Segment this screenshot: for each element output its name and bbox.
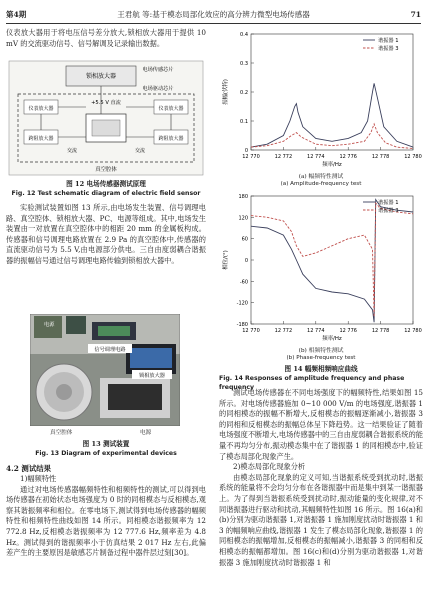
device-label: 电场传感芯片 xyxy=(142,67,174,73)
drive-label: 电场驱动芯片 xyxy=(142,86,174,92)
issue-number: 第4期 xyxy=(6,10,27,19)
legend-label-2: 谐振器 3 xyxy=(378,46,399,52)
ac-right-label: 交流 xyxy=(134,148,146,154)
fig13-chamber-label: 真空腔体 xyxy=(50,430,73,436)
fig14b-caption xyxy=(219,348,423,362)
fig14b-sub-en: (b) Phase-frequency test xyxy=(286,355,356,361)
legend-label-2: 谐振器 3 xyxy=(378,208,399,214)
fig14a-sub-en: (a) Amplitude-frequency test xyxy=(280,181,362,187)
fig12-caption-en: Fig. 12 Test schematic diagram of electric field sensor xyxy=(11,190,201,197)
subsection-heading-1: 1)幅频特性 xyxy=(20,474,57,483)
y-tick-label: -180 xyxy=(236,322,248,328)
fig13-caption-en: Fig. 13 Diagram of experimental devices xyxy=(35,450,177,457)
plot-frame xyxy=(251,196,413,324)
page-number: 71 xyxy=(410,10,421,19)
chart-phase xyxy=(219,190,423,350)
fig12-caption xyxy=(6,180,206,198)
fig13-pc-label: 电源 xyxy=(140,430,152,436)
fig12-caption-cn: 图 12 电场传感器测试原理 xyxy=(66,180,146,188)
tia-right-label: 跨阻放大器 xyxy=(158,136,184,142)
lockin-label: 锁相放大器 xyxy=(85,73,117,80)
x-tick-label: 12 774 xyxy=(307,154,325,160)
x-tick-label: 12 780 xyxy=(404,154,422,160)
y-tick-label: 180 xyxy=(238,194,248,200)
x-tick-label: 12 778 xyxy=(371,328,390,334)
setup-paragraph: 实验测试装置如图 13 所示,由电场发生装置、信号调理电路、真空腔体、锁相放大器、PC、电源等组成。其中,电场发生装置由一对放置在真空腔体中的相距 20 mm 的金属板构成。传感器和信号调理电路放置在 2.9 Pa 的真空腔体中,传感器的直流驱动信号为 5.5 V,由电源部分供电。三自由度弱耦合谐振器的振幅信号通过信号调理电路传输到锁相放大器中。 xyxy=(6,203,206,265)
chart-amplitude xyxy=(219,28,423,176)
x-tick-label: 12 778 xyxy=(371,154,390,160)
tia-left-label: 跨阻放大器 xyxy=(28,136,54,142)
fig14-caption-en: Fig. 14 Responses of amplitude frequency and phase frequency xyxy=(219,375,405,391)
y-tick-label: 120 xyxy=(238,215,248,222)
y-tick-label: 0.3 xyxy=(240,61,248,67)
y-tick-label: 60 xyxy=(241,236,248,243)
right-body xyxy=(219,388,423,568)
running-title: 王君航 等:基于模态局部化效应的高分辨力微型电场传感器 xyxy=(117,10,310,19)
left-column xyxy=(6,28,206,49)
left-body-3 xyxy=(6,463,206,559)
amplitude-paragraph: 通过对电场传感器幅频特性和相频特性的测试,可以得到电场传感器在初始状态电场强度为 0 时的同相模态与反相模态,观察其谐振频率和相位。在零电场下,测试得到电场传感器的幅频特性和相频特性曲线如图 14 所示。同相模态谐振频率为 12 772.8 Hz,反相模态谐振频率为 12 777.6 Hz,频率差为 4.8 Hz。测试得到的谐振频率小于仿真结果 2 017 Hz 左右,此偏差产生的主要原因是敏感芯片制备过程中器件层过刻[30]。 xyxy=(6,484,206,558)
x-tick-label: 12 780 xyxy=(404,328,422,334)
ia-right-label: 仪表放大器 xyxy=(158,106,184,112)
fig13-caption xyxy=(6,440,206,458)
x-tick-label: 12 772 xyxy=(274,154,293,160)
fig14-caption-cn: 图 14 幅频相频响应曲线 xyxy=(284,365,358,373)
figure-12-schematic xyxy=(8,60,204,176)
y-axis-label: 振幅(伏特) xyxy=(223,79,229,105)
ac-left-label: 交流 xyxy=(66,148,78,154)
x-tick-label: 12 776 xyxy=(339,328,357,334)
fig13-source-label: 电源 xyxy=(44,322,55,328)
fig13-caption-cn: 图 13 测试装置 xyxy=(82,440,130,448)
section-heading: 4.2 测试结果 xyxy=(6,464,51,473)
chamber-label: 真空腔体 xyxy=(95,167,117,173)
y-tick-label: 0.4 xyxy=(240,32,248,38)
y-tick-label: 0.2 xyxy=(240,90,248,96)
dc-label: +5.5 V 直流 xyxy=(91,100,121,106)
y-tick-label: 0 xyxy=(244,148,248,154)
y-tick-label: 0.1 xyxy=(240,119,248,125)
fig14a-sub-cn: (a) 幅频特性测试 xyxy=(298,174,344,180)
y-tick-label: 0 xyxy=(244,258,248,264)
y-tick-label: -120 xyxy=(236,300,248,307)
x-tick-label: 12 770 xyxy=(242,328,260,334)
y-tick-label: -60 xyxy=(239,279,248,286)
fig13-cond-label: 信号调理电路 xyxy=(94,347,126,353)
fig13-bottom-labels xyxy=(30,428,180,438)
header-rule xyxy=(6,23,421,24)
fig14b-sub-cn: (b) 相频特性测试 xyxy=(298,348,344,354)
fig14a-caption xyxy=(219,174,423,188)
x-tick-label: 12 772 xyxy=(274,328,293,334)
subsection-heading-2: 2)模态局部化现象分析 xyxy=(233,462,306,472)
localization-paragraph: 由模态局部化现象的定义可知,当谐振系统受到扰动时,谐振系统的能量将不会均匀分布在各谐振器中而是集中到某一谐振器上。为了得到当谐振系统受到扰动时,振动能量的变化规律,对不同谐振器进行驱动和扰动,其幅频特性如图 16 所示。图 16(a)和(b)分别为驱动谐振器 1,对谐振器 1 施加刚度扰动时谐振器 1 和 3 的幅频响应曲线,谐振器 1 发生了模态局部化现象,谐振器 1 的同相模态的振幅增加,反相模态的振幅减小,谐振器 3 的同相和反相模态的振幅都增加。图 16(c)和(d)分别为驱动谐振器 1,对谐振器 3 施加刚度扰动时谐振器 1 和 xyxy=(219,472,423,567)
running-header xyxy=(6,8,421,22)
y-axis-label: 相位/(°) xyxy=(223,250,229,270)
fig13-lockin-label: 锁相放大器 xyxy=(139,373,165,379)
left-body-2 xyxy=(6,203,206,267)
figure-13-photo xyxy=(30,314,180,426)
x-tick-label: 12 776 xyxy=(339,154,357,160)
legend-label-1: 谐振器 1 xyxy=(378,200,399,206)
x-tick-label: 12 770 xyxy=(242,154,260,160)
ia-left-label: 仪表放大器 xyxy=(28,106,54,112)
x-axis-label: 频率/Hz xyxy=(322,336,342,342)
x-tick-label: 12 774 xyxy=(307,328,325,334)
intro-paragraph: 仪表放大器用于将电压信号差分放大,锁相放大器用于提供 10 mV 的交流驱动信号、信号解调及记录输出数据。 xyxy=(6,28,206,48)
field-test-paragraph: 测试电场传感器在不同电场强度下的幅频特性,结果如图 15 所示。对电场传感器施加 0~10 000 V/m 的电场强度,谐振器 1 的同相模态的振幅不断增大,反相模态的振幅逐渐减小,谐振器 3 的同相和反相模态的振幅总体呈下降趋势。这一结果验证了随着电场强度不断增大,电场传感器中的三自由度弱耦合谐振系统的能量不再均匀分布,振动模态集中在了谐振器 1 的同相模态中,验证了模态局部化现象产生。 xyxy=(219,388,423,461)
x-axis-label: 频率/Hz xyxy=(322,162,342,168)
legend-label-1: 谐振器 1 xyxy=(378,38,399,44)
